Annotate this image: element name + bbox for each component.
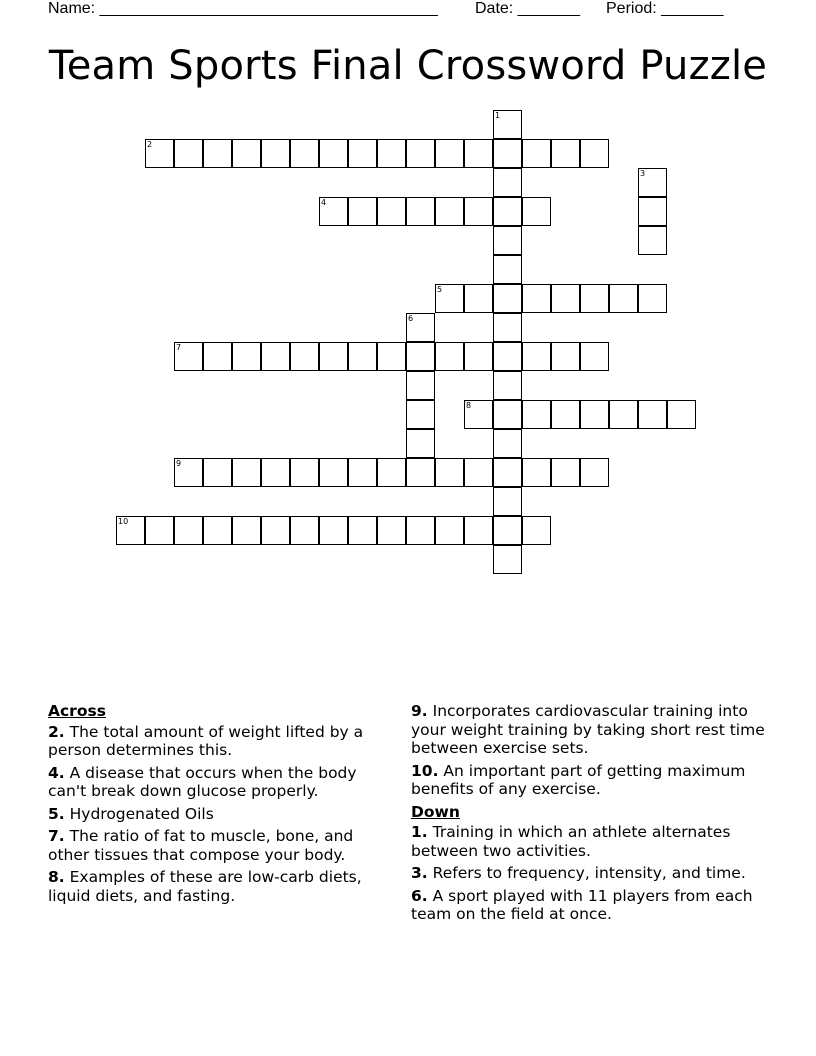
period-field[interactable]: Period: _______ (606, 0, 724, 17)
crossword-cell[interactable] (464, 139, 493, 168)
crossword-cell[interactable] (406, 371, 435, 400)
clue-across-10: 10. An important part of getting maximum benefits of any exercise. (411, 761, 746, 798)
crossword-cell[interactable] (348, 139, 377, 168)
crossword-cell[interactable] (348, 516, 377, 545)
clue-number-label: 2 (147, 140, 153, 149)
crossword-cell[interactable] (638, 226, 667, 255)
crossword-cell[interactable] (493, 226, 522, 255)
crossword-cell[interactable] (551, 284, 580, 313)
crossword-cell[interactable] (203, 516, 232, 545)
crossword-cell[interactable] (319, 516, 348, 545)
crossword-cell[interactable] (609, 400, 638, 429)
crossword-cell[interactable] (522, 400, 551, 429)
crossword-cell[interactable] (493, 313, 522, 342)
crossword-cell[interactable] (464, 458, 493, 487)
crossword-cell[interactable] (174, 342, 203, 371)
crossword-cell[interactable] (145, 516, 174, 545)
crossword-cell[interactable] (522, 458, 551, 487)
crossword-cell[interactable] (493, 429, 522, 458)
crossword-cell[interactable] (406, 400, 435, 429)
across-heading: Across (48, 702, 106, 720)
crossword-cell[interactable] (290, 458, 319, 487)
clue-number-label: 8 (466, 401, 472, 410)
crossword-cell[interactable] (261, 342, 290, 371)
crossword-cell[interactable] (203, 342, 232, 371)
crossword-cell[interactable] (464, 284, 493, 313)
crossword-cell[interactable] (232, 342, 261, 371)
crossword-cell[interactable] (406, 197, 435, 226)
crossword-cell[interactable] (435, 516, 464, 545)
clue-across-5: 5. Hydrogenated Oils (48, 804, 214, 823)
crossword-cell[interactable] (464, 342, 493, 371)
crossword-cell[interactable] (290, 139, 319, 168)
crossword-cell[interactable] (580, 342, 609, 371)
crossword-cell[interactable] (638, 168, 667, 197)
clue-number-label: 7 (176, 343, 182, 352)
crossword-cell[interactable] (232, 516, 261, 545)
crossword-cell[interactable] (522, 342, 551, 371)
clue-number-label: 9 (176, 459, 182, 468)
clue-number-label: 3 (640, 169, 646, 178)
crossword-cell[interactable] (493, 284, 522, 313)
crossword-cell[interactable] (493, 255, 522, 284)
crossword-cell[interactable] (493, 458, 522, 487)
clue-down-3: 3. Refers to frequency, intensity, and time. (411, 864, 746, 882)
crossword-cell[interactable] (406, 342, 435, 371)
crossword-cell[interactable] (406, 313, 435, 342)
crossword-cell[interactable] (261, 516, 290, 545)
crossword-cell[interactable] (580, 284, 609, 313)
down-heading: Down (411, 802, 460, 821)
puzzle-title: Team Sports Final Crossword Puzzle (48, 43, 768, 89)
crossword-cell[interactable] (580, 458, 609, 487)
name-field[interactable]: Name: ______________________________________ (48, 0, 438, 17)
crossword-cell[interactable] (493, 516, 522, 545)
crossword-cell[interactable] (435, 139, 464, 168)
crossword-cell[interactable] (348, 458, 377, 487)
crossword-cell[interactable] (116, 516, 145, 545)
crossword-cell[interactable] (261, 458, 290, 487)
crossword-cell[interactable] (319, 139, 348, 168)
crossword-cell[interactable] (348, 197, 377, 226)
crossword-cell[interactable] (377, 139, 406, 168)
crossword-cell[interactable] (145, 139, 174, 168)
clue-number-label: 5 (437, 285, 443, 294)
clue-down-1: 1. Training in which an athlete alternates between two activities. (411, 823, 731, 860)
crossword-cell[interactable] (377, 516, 406, 545)
crossword-cell[interactable] (667, 400, 696, 429)
crossword-cell[interactable] (261, 139, 290, 168)
crossword-cell[interactable] (580, 400, 609, 429)
crossword-cell[interactable] (435, 458, 464, 487)
crossword-cell[interactable] (580, 139, 609, 168)
clue-number-label: 4 (321, 198, 327, 207)
crossword-cell[interactable] (174, 516, 203, 545)
crossword-cell[interactable] (464, 516, 493, 545)
date-field[interactable]: Date: _______ (475, 0, 580, 17)
crossword-cell[interactable] (174, 458, 203, 487)
crossword-cell[interactable] (522, 139, 551, 168)
crossword-cell[interactable] (493, 197, 522, 226)
crossword-cell[interactable] (290, 342, 319, 371)
clue-number-label: 10 (118, 517, 129, 526)
clue-number-label: 1 (495, 111, 501, 120)
crossword-cell[interactable] (406, 139, 435, 168)
crossword-cell[interactable] (319, 197, 348, 226)
crossword-cell[interactable] (522, 284, 551, 313)
crossword-cell[interactable] (493, 371, 522, 400)
crossword-cell[interactable] (493, 487, 522, 516)
clue-across-7: 7. The ratio of fat to muscle, bone, and other tissues that compose your body. (48, 827, 354, 864)
crossword-cell[interactable] (551, 458, 580, 487)
crossword-cell[interactable] (174, 139, 203, 168)
clue-across-9: 9. Incorporates cardiovascular training into your weight training by taking short rest time between exercise sets. (411, 702, 765, 757)
crossword-cell[interactable] (551, 342, 580, 371)
clue-down-6: 6. A sport played with 11 players from each team on the field at once. (411, 886, 753, 923)
crossword-cell[interactable] (522, 516, 551, 545)
crossword-cell[interactable] (435, 197, 464, 226)
crossword-cell[interactable] (406, 516, 435, 545)
crossword-cell[interactable] (493, 110, 522, 139)
crossword-cell[interactable] (406, 458, 435, 487)
crossword-cell[interactable] (377, 197, 406, 226)
crossword-cell[interactable] (319, 342, 348, 371)
crossword-cell[interactable] (435, 284, 464, 313)
clue-across-2: 2. The total amount of weight lifted by a person determines this. (48, 722, 364, 759)
crossword-cell[interactable] (232, 139, 261, 168)
crossword-cell[interactable] (464, 400, 493, 429)
crossword-cell[interactable] (493, 400, 522, 429)
crossword-cell[interactable] (638, 197, 667, 226)
clues-column-left (48, 702, 398, 909)
crossword-cell[interactable] (406, 429, 435, 458)
crossword-cell[interactable] (493, 168, 522, 197)
crossword-cell[interactable] (551, 139, 580, 168)
crossword-cell[interactable] (203, 139, 232, 168)
clue-across-4: 4. A disease that occurs when the body can't break down glucose properly. (48, 763, 357, 800)
crossword-cell[interactable] (464, 197, 493, 226)
crossword-cell[interactable] (377, 342, 406, 371)
crossword-cell[interactable] (377, 458, 406, 487)
crossword-cell[interactable] (522, 197, 551, 226)
crossword-cell[interactable] (638, 400, 667, 429)
crossword-cell[interactable] (203, 458, 232, 487)
crossword-cell[interactable] (290, 516, 319, 545)
crossword-cell[interactable] (435, 342, 464, 371)
crossword-cell[interactable] (232, 458, 261, 487)
crossword-cell[interactable] (493, 545, 522, 574)
crossword-cell[interactable] (493, 139, 522, 168)
crossword-cell[interactable] (638, 284, 667, 313)
crossword-cell[interactable] (348, 342, 377, 371)
crossword-cell[interactable] (493, 342, 522, 371)
crossword-cell[interactable] (609, 284, 638, 313)
clues-column-right (411, 702, 771, 928)
crossword-cell[interactable] (551, 400, 580, 429)
crossword-cell[interactable] (319, 458, 348, 487)
clue-across-8: 8. Examples of these are low-carb diets, liquid diets, and fasting. (48, 868, 362, 905)
clue-number-label: 6 (408, 314, 414, 323)
